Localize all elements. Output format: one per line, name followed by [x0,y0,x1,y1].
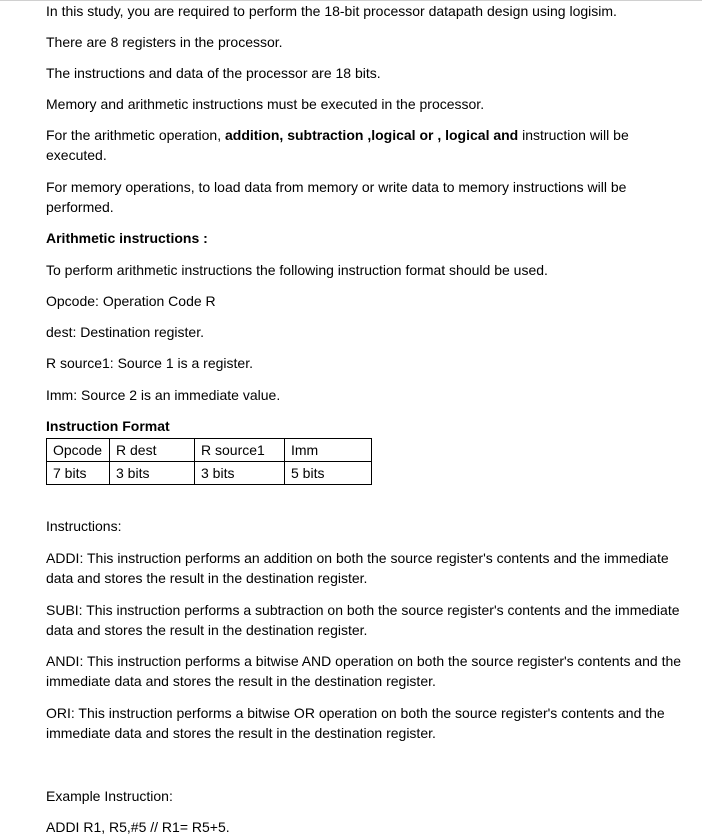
opcode-definition: Opcode: Operation Code R [46,293,216,309]
addi-description: ADDI: This instruction performs an addition on both the source register's contents and the immediate data and stores the result in the destination register. [46,550,669,586]
arithmetic-ops-paragraph [46,125,686,165]
source1-definition: R source1: Source 1 is a register. [46,355,253,371]
instruction-format-table [46,438,372,485]
table-cell-rsource1: R source1 [195,439,285,462]
intro-line-1: In this study, you are required to perform the 18-bit processor datapath design using logisim. [46,3,617,19]
subi-description: SUBI: This instruction performs a subtraction on both the source register's contents and the immediate data and stores the result in the destination register. [46,602,680,638]
table-cell-opcode-bits: 7 bits [47,462,110,485]
format-note: To perform arithmetic instructions the following instruction format should be used. [46,262,548,278]
andi-description: ANDI: This instruction performs a bitwise AND operation on both the source register's contents and the immediate data and stores the result in the destination register. [46,653,682,689]
table-row [47,462,372,485]
intro-line-2: There are 8 registers in the processor. [46,34,283,50]
arithmetic-instructions-heading: Arithmetic instructions : [46,230,208,246]
intro-line-3: The instructions and data of the processor are 18 bits. [46,65,381,81]
imm-definition: Imm: Source 2 is an immediate value. [46,387,281,403]
table-cell-rsource1-bits: 3 bits [195,462,285,485]
ori-description: ORI: This instruction performs a bitwise OR operation on both the source register's contents and the immediate data and stores the result in the destination register. [46,705,665,741]
arithmetic-ops-pre: For the arithmetic operation, [46,127,225,143]
arithmetic-ops-post: instruction will be executed. [46,127,629,163]
example-code: ADDI R1, R5,#5 // R1= R5+5. [46,819,230,835]
table-cell-rdest-bits: 3 bits [110,462,195,485]
table-cell-imm-bits: 5 bits [285,462,372,485]
instructions-heading: Instructions: [46,518,122,534]
example-heading: Example Instruction: [46,788,173,804]
arithmetic-ops-list: addition, subtraction ,logical or , logical and [224,127,519,143]
table-row [47,439,372,462]
intro-line-4: Memory and arithmetic instructions must be executed in the processor. [46,96,485,112]
memory-ops-paragraph: For memory operations, to load data from memory or write data to memory instructions will be performed. [46,179,627,215]
table-cell-opcode: Opcode [47,439,110,462]
instruction-format-heading: Instruction Format [46,418,170,434]
dest-definition: dest: Destination register. [46,324,204,340]
table-cell-rdest: R dest [110,439,195,462]
table-cell-imm: Imm [285,439,372,462]
